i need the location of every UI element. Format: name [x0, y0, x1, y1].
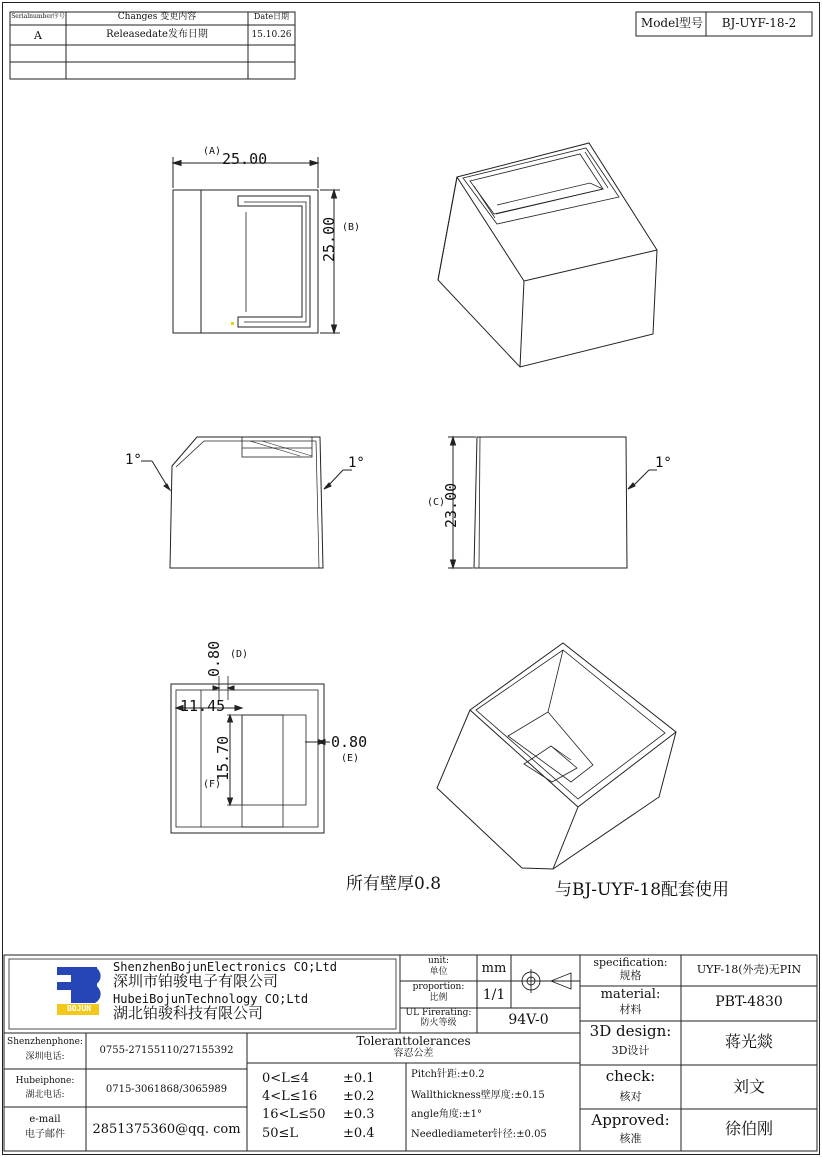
email-label-cn: 电子邮件: [25, 1129, 65, 1140]
side-angle: 1°: [655, 455, 672, 471]
tol-wall: Wallthickness壁厚度:±0.15: [411, 1090, 545, 1101]
proportion-value: 1/1: [482, 987, 506, 1003]
tol-title-cn: 容忍公差: [393, 1048, 434, 1059]
rev-header-changes: Changes 变更内容: [117, 12, 197, 22]
tol-value-2: ±0.2: [343, 1089, 375, 1104]
isometric-bottom: [437, 643, 676, 869]
model-label: Model型号: [640, 16, 704, 30]
tol-range-3: 16<L≤50: [262, 1107, 326, 1122]
dim-e-value: 0.80: [331, 733, 368, 751]
check-value: 刘文: [732, 1077, 765, 1096]
logo-text: BOJUN: [66, 1004, 92, 1013]
tol-range-2: 4<L≤16: [262, 1089, 318, 1104]
isometric-top: [438, 143, 657, 367]
dim-a-tag: (A): [203, 146, 222, 157]
tol-value-1: ±0.1: [343, 1071, 375, 1086]
tol-angle: angle角度:±1°: [411, 1109, 483, 1120]
sz-phone-label: Shenzhenphone:: [7, 1037, 83, 1047]
rev-row-serial: A: [34, 29, 42, 42]
rev-row-change: Releasedate发布日期: [106, 29, 208, 40]
front-view: [141, 437, 352, 568]
proportion-label: proportion:: [412, 982, 465, 992]
dim-b-tag: (B): [342, 222, 361, 233]
material-label-cn: 材料: [619, 1003, 642, 1016]
material-label: material:: [600, 987, 661, 1002]
design-label-cn: 3D设计: [611, 1044, 650, 1057]
proportion-label-cn: 比例: [429, 993, 448, 1003]
tol-value-3: ±0.3: [343, 1107, 375, 1122]
material-value: PBT-4830: [715, 994, 783, 1010]
dim-c-value: 23.00: [442, 482, 460, 528]
tol-title: Toleranttolerances: [356, 1034, 471, 1048]
design-label: 3D design:: [589, 1022, 672, 1040]
dim-b-value: 25.00: [320, 216, 338, 262]
company-en-2: HubeiBojunTechnology CO;Ltd: [113, 992, 309, 1006]
unit-label-cn: 单位: [429, 967, 448, 977]
approved-label: Approved:: [591, 1111, 670, 1129]
spec-value: UYF-18(外壳)无PIN: [696, 963, 802, 976]
dim-a-value: 25.00: [222, 150, 268, 168]
rev-header-date: Date日期: [253, 12, 290, 21]
hb-phone: 0715-3061868/3065989: [105, 1084, 228, 1095]
company-cn-2: 湖北铂骏科技有限公司: [113, 1004, 264, 1022]
email-value: 2851375360@qq. com: [92, 1122, 241, 1137]
tol-pitch: Pitch针距:±0.2: [411, 1069, 485, 1080]
rev-row-date: 15.10.26: [251, 30, 292, 40]
dim-f-value: 15.70: [214, 735, 232, 781]
top-view: [173, 157, 340, 333]
ul-label-cn: 防火等级: [420, 1018, 457, 1028]
approved-label-cn: 核准: [619, 1132, 642, 1145]
email-label: e-mail: [29, 1114, 61, 1125]
ul-value: 94V-0: [508, 1012, 549, 1028]
angle-right: 1°: [348, 455, 365, 471]
dim-width-value: 11.45: [180, 697, 226, 715]
ul-label: UL Firerating:: [405, 1008, 472, 1018]
unit-value: mm: [481, 961, 507, 976]
company-cn-1: 深圳市铂骏电子有限公司: [113, 972, 279, 990]
dim-e-tag: (E): [341, 753, 360, 764]
check-label: check:: [605, 1067, 656, 1085]
check-label-cn: 核对: [619, 1090, 642, 1103]
dim-d-value: 0.80: [205, 640, 223, 677]
tol-needle: Needlediameter针径:±0.05: [411, 1129, 547, 1140]
sz-phone-label-cn: 深圳电话:: [25, 1052, 65, 1062]
note-wall-thickness: 所有壁厚0.8: [346, 874, 442, 894]
rev-header-serial: Serialnumber序号: [11, 13, 65, 20]
spec-label: specification:: [593, 956, 668, 969]
company-en-1: ShenzhenBojunElectronics CO;Ltd: [113, 960, 337, 974]
hb-phone-label: Hubeiphone:: [15, 1076, 75, 1086]
hb-phone-label-cn: 湖北电话:: [25, 1090, 65, 1100]
sz-phone: 0755-27155110/27155392: [99, 1045, 234, 1056]
tol-range-1: 0<L≤4: [262, 1071, 309, 1086]
spec-label-cn: 规格: [619, 969, 642, 982]
dim-c-tag: (C): [427, 497, 446, 508]
note-mating: 与BJ-UYF-18配套使用: [555, 880, 730, 900]
tol-range-4: 50≤L: [262, 1126, 299, 1141]
model-value: BJ-UYF-18-2: [721, 16, 797, 30]
unit-label: unit:: [427, 956, 450, 966]
approved-value: 徐伯刚: [724, 1119, 773, 1138]
side-view: [448, 437, 657, 568]
design-value: 蒋光燚: [724, 1032, 773, 1051]
tol-value-4: ±0.4: [343, 1126, 375, 1141]
angle-left: 1°: [125, 452, 142, 468]
dim-d-tag: (D): [230, 649, 249, 660]
revision-table: [10, 12, 295, 79]
dim-f-tag: (F): [203, 779, 222, 790]
